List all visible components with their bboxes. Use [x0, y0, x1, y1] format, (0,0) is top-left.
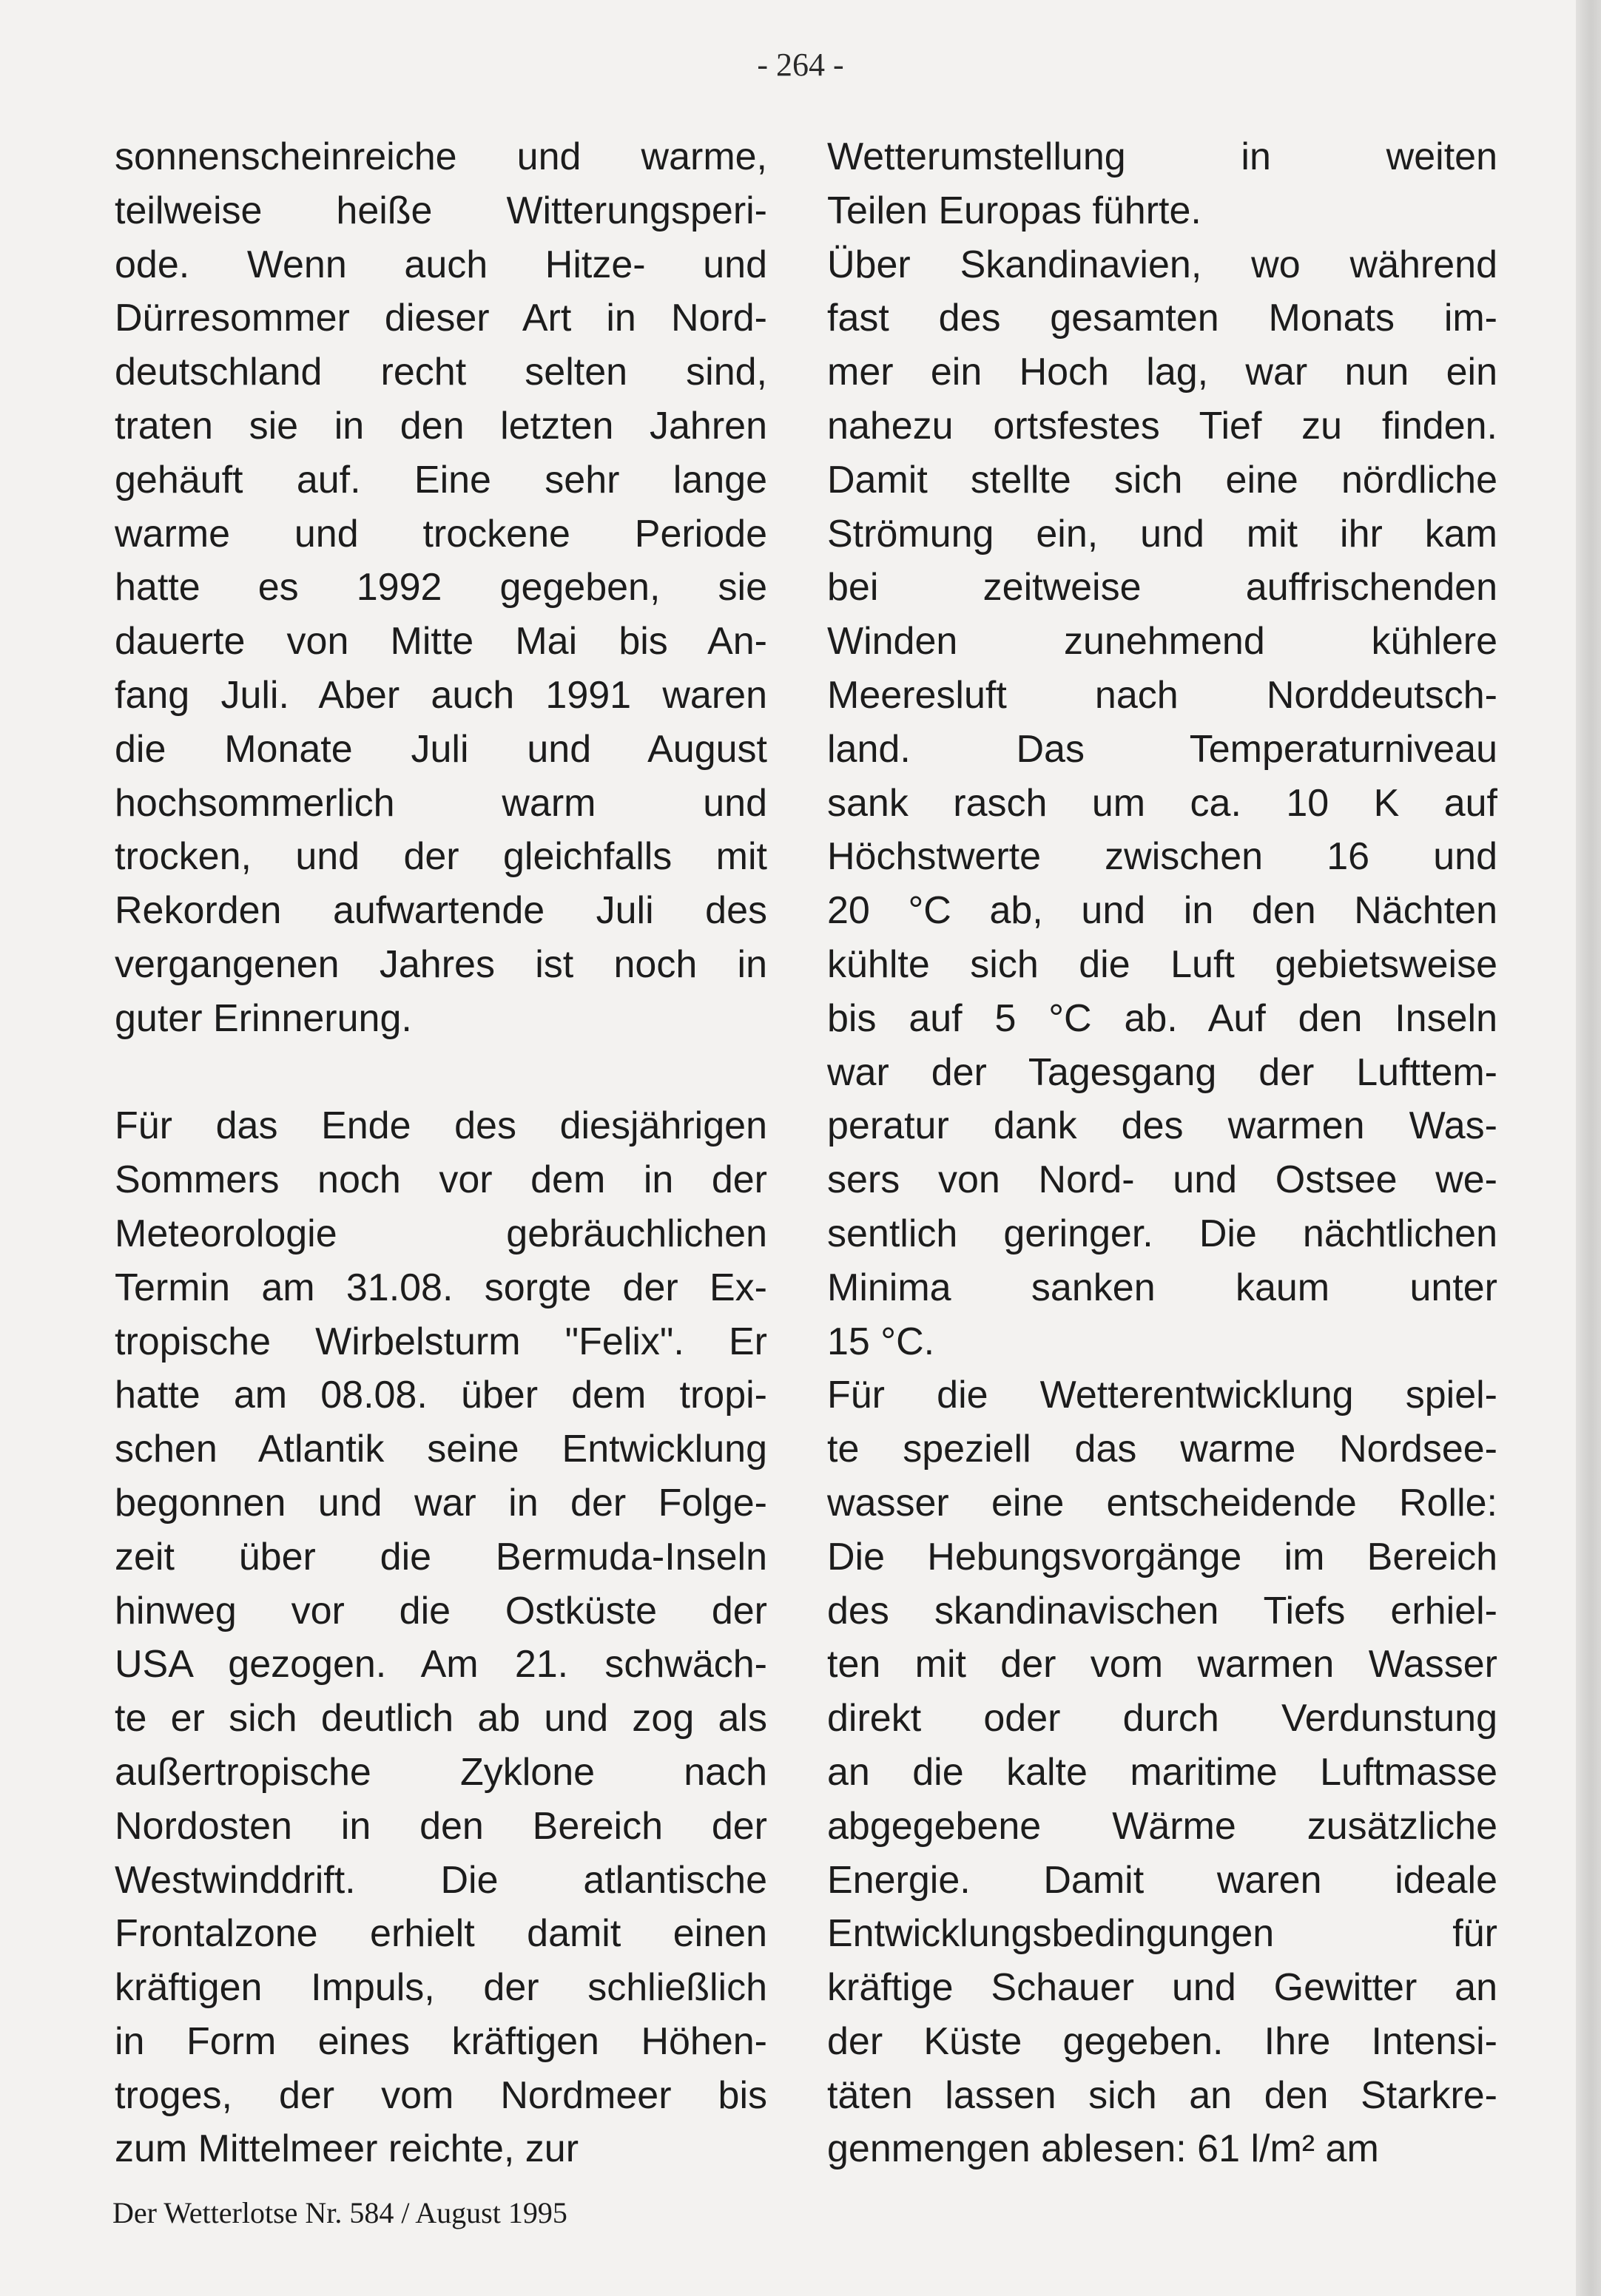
- text-line: an die kalte maritime Luftmasse: [827, 1750, 1497, 1794]
- text-line: hinweg vor die Ostküste der: [115, 1589, 767, 1632]
- text-line: hatte es 1992 gegeben, sie: [115, 566, 767, 610]
- text-line: te er sich deutlich ab und zog als: [115, 1697, 767, 1740]
- text-line: dauerte von Mitte Mai bis An-: [115, 620, 767, 664]
- text-line: kühlte sich die Luft gebietsweise: [827, 942, 1497, 986]
- text-line: guter Erinnerung.: [115, 996, 412, 1040]
- text-line: zeit über die Bermuda-Inseln: [115, 1535, 767, 1578]
- text-line: USA gezogen. Am 21. schwäch-: [115, 1643, 767, 1686]
- text-line: Wetterumstellung in weiten: [827, 135, 1497, 178]
- text-line: sers von Nord- und Ostsee we-: [827, 1158, 1497, 1202]
- text-line: warme und trockene Periode: [115, 512, 767, 556]
- right-text-column: [827, 130, 1497, 2176]
- text-line: ten mit der vom warmen Wasser: [827, 1643, 1497, 1686]
- text-line: außertropische Zyklone nach: [115, 1750, 767, 1794]
- text-line: troges, der vom Nordmeer bis: [115, 2073, 767, 2117]
- text-line: Höchstwerte zwischen 16 und: [827, 835, 1497, 879]
- text-line: abgegebene Wärme zusätzliche: [827, 1804, 1497, 1848]
- text-line: te speziell das warme Nordsee-: [827, 1428, 1497, 1471]
- text-line: sank rasch um ca. 10 K auf: [827, 781, 1497, 825]
- text-line: sonnenscheinreiche und warme,: [115, 135, 767, 178]
- text-line: direkt oder durch Verdunstung: [827, 1697, 1497, 1740]
- text-line: Termin am 31.08. sorgte der Ex-: [115, 1266, 767, 1309]
- text-line: des skandinavischen Tiefs erhiel-: [827, 1589, 1497, 1632]
- text-line: kräftige Schauer und Gewitter an: [827, 1966, 1497, 2010]
- text-line: Meteorologie gebräuchlichen: [115, 1212, 767, 1255]
- text-line: Rekorden aufwartende Juli des: [115, 889, 767, 933]
- text-line: Frontalzone erhielt damit einen: [115, 1912, 767, 1956]
- page-edge: [1576, 0, 1601, 2296]
- text-line: bis auf 5 °C ab. Auf den Inseln: [827, 996, 1497, 1040]
- text-line: die Monate Juli und August: [115, 727, 767, 771]
- text-line: trocken, und der gleichfalls mit: [115, 835, 767, 879]
- text-line: Winden zunehmend kühlere: [827, 620, 1497, 664]
- text-line: in Form eines kräftigen Höhen-: [115, 2019, 767, 2063]
- text-line: Sommers noch vor dem in der: [115, 1158, 767, 1202]
- text-line: Energie. Damit waren ideale: [827, 1858, 1497, 1902]
- text-line: begonnen und war in der Folge-: [115, 1481, 767, 1525]
- text-line: Westwinddrift. Die atlantische: [115, 1858, 767, 1902]
- text-line: Die Hebungsvorgänge im Bereich: [827, 1535, 1497, 1578]
- text-line: schen Atlantik seine Entwicklung: [115, 1428, 767, 1471]
- text-line: wasser eine entscheidende Rolle:: [827, 1481, 1497, 1525]
- text-line: traten sie in den letzten Jahren: [115, 404, 767, 448]
- text-line: war der Tagesgang der Lufttem-: [827, 1050, 1497, 1094]
- text-line: 20 °C ab, und in den Nächten: [827, 889, 1497, 933]
- text-line: Damit stellte sich eine nördliche: [827, 458, 1497, 502]
- text-line: genmengen ablesen: 61 l/m² am: [827, 2127, 1379, 2171]
- text-line: Nordosten in den Bereich der: [115, 1804, 767, 1848]
- text-line: tropische Wirbelsturm "Felix". Er: [115, 1320, 767, 1363]
- text-line: sentlich geringer. Die nächtlichen: [827, 1212, 1497, 1255]
- text-line: nahezu ortsfestes Tief zu finden.: [827, 404, 1497, 448]
- text-line: fang Juli. Aber auch 1991 waren: [115, 673, 767, 717]
- text-line: kräftigen Impuls, der schließlich: [115, 1966, 767, 2010]
- text-line: bei zeitweise auffrischenden: [827, 566, 1497, 610]
- text-line: Über Skandinavien, wo während: [827, 243, 1497, 286]
- text-line: Dürresommer dieser Art in Nord-: [115, 297, 767, 340]
- text-line: Für das Ende des diesjährigen: [115, 1104, 767, 1148]
- text-line: Teilen Europas führte.: [827, 189, 1201, 232]
- text-line: hatte am 08.08. über dem tropi-: [115, 1374, 767, 1417]
- text-line: täten lassen sich an den Starkre-: [827, 2073, 1497, 2117]
- text-line: peratur dank des warmen Was-: [827, 1104, 1497, 1148]
- text-line: ode. Wenn auch Hitze- und: [115, 243, 767, 286]
- page-number: - 264 -: [757, 47, 844, 83]
- paragraph-gap: [115, 1046, 767, 1100]
- text-line: zum Mittelmeer reichte, zur: [115, 2127, 579, 2171]
- footer-publication: Der Wetterlotse Nr. 584 / August 1995: [112, 2196, 567, 2229]
- text-line: Für die Wetterentwicklung spiel-: [827, 1374, 1497, 1417]
- text-line: Entwicklungsbedingungen für: [827, 1912, 1497, 1956]
- text-line: Meeresluft nach Norddeutsch-: [827, 673, 1497, 717]
- text-line: land. Das Temperaturniveau: [827, 727, 1497, 771]
- text-line: mer ein Hoch lag, war nun ein: [827, 351, 1497, 394]
- text-line: deutschland recht selten sind,: [115, 351, 767, 394]
- text-line: vergangenen Jahres ist noch in: [115, 942, 767, 986]
- text-line: gehäuft auf. Eine sehr lange: [115, 458, 767, 502]
- text-line: hochsommerlich warm und: [115, 781, 767, 825]
- text-line: Minima sanken kaum unter: [827, 1266, 1497, 1309]
- text-line: teilweise heiße Witterungsperi-: [115, 189, 767, 232]
- text-line: der Küste gegeben. Ihre Intensi-: [827, 2019, 1497, 2063]
- left-text-column: [115, 130, 767, 2176]
- text-line: 15 °C.: [827, 1320, 935, 1363]
- text-line: fast des gesamten Monats im-: [827, 297, 1497, 340]
- text-line: Strömung ein, und mit ihr kam: [827, 512, 1497, 556]
